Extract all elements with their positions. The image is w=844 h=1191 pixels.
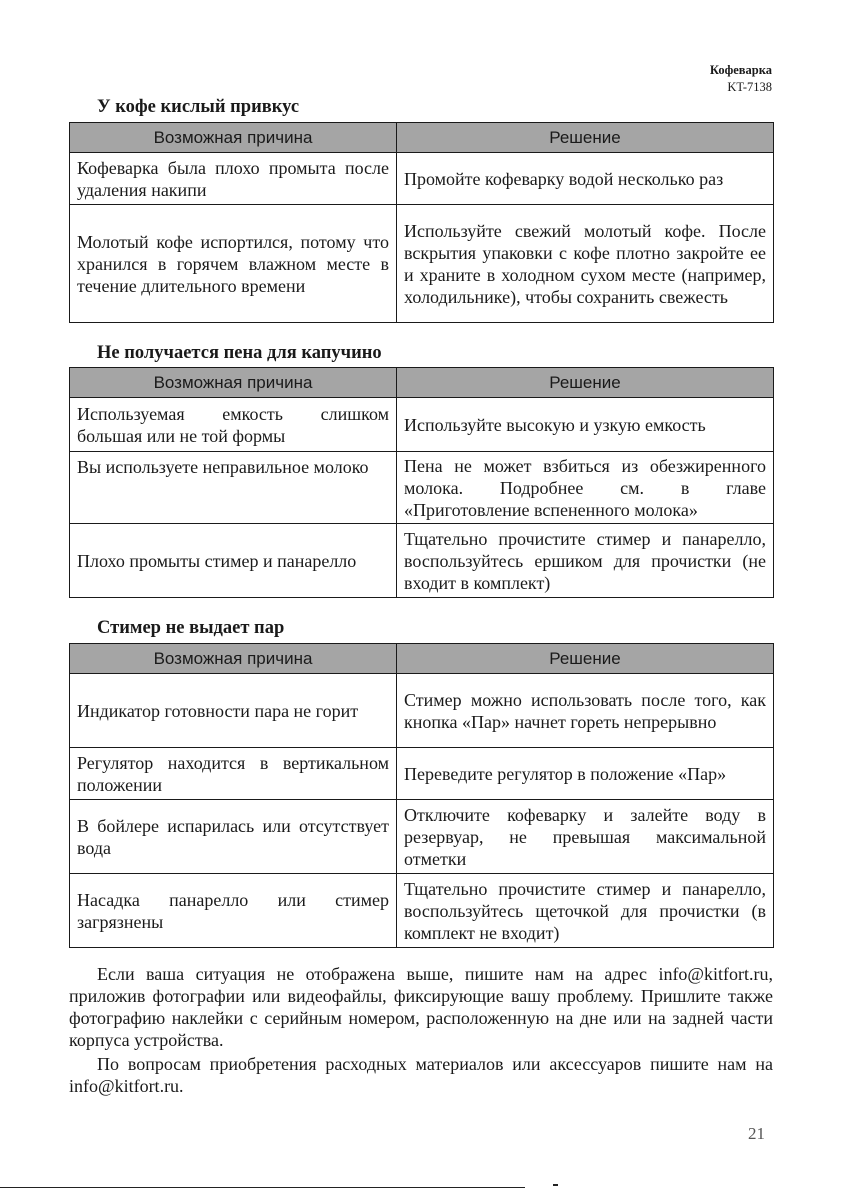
section-title-no-foam: Не получается пена для капучино bbox=[97, 343, 382, 363]
table-row bbox=[70, 748, 774, 800]
solution-cell: Используйте высокую и узкую емкость bbox=[397, 398, 774, 452]
cause-cell: В бойлере испарилась или отсутствует вода bbox=[70, 800, 397, 874]
column-header-solution: Решение bbox=[397, 644, 774, 674]
cause-cell: Молотый кофе испортился, потому что хранился в горячем влажном месте в течение длительного времени bbox=[70, 205, 397, 323]
contact-paragraph: Если ваша ситуация не отображена выше, пишите нам на адрес info@kitfort.ru, приложив фотографии или видеофайлы, фиксирующие вашу проблему. Пришлите также фотографию наклейки с серийным номером, расположенную на дне или на задней части корпуса устройства. bbox=[69, 964, 773, 1050]
solution-cell: Используйте свежий молотый кофе. После вскрытия упаковки с кофе плотно закройте ее и храните в холодном сухом месте (например, холодильнике), чтобы сохранить свежесть bbox=[397, 205, 774, 323]
solution-cell: Переведите регулятор в положение «Пар» bbox=[397, 748, 774, 800]
solution-cell: Промойте кофеварку водой несколько раз bbox=[397, 153, 774, 205]
column-header-cause: Возможная причина bbox=[70, 368, 397, 398]
table-row bbox=[70, 153, 774, 205]
product-name: Кофеварка bbox=[709, 63, 772, 77]
cause-cell: Плохо промыты стимер и панарелло bbox=[70, 524, 397, 598]
page-number: 21 bbox=[748, 1124, 765, 1143]
column-header-solution: Решение bbox=[397, 123, 774, 153]
bottom-divider bbox=[0, 1187, 525, 1188]
table-row bbox=[70, 398, 774, 452]
troubleshooting-table-sour-taste bbox=[69, 122, 774, 323]
page-header bbox=[710, 62, 772, 96]
table-header-row bbox=[70, 123, 774, 153]
table-row bbox=[70, 874, 774, 948]
table-row bbox=[70, 674, 774, 748]
table-row bbox=[70, 205, 774, 323]
table-header-row bbox=[70, 644, 774, 674]
cause-cell: Используемая емкость слишком большая или не той формы bbox=[70, 398, 397, 452]
solution-cell: Отключите кофеварку и залейте воду в резервуар, не превышая максимальной отметки bbox=[397, 800, 774, 874]
model-number: KT-7138 bbox=[727, 80, 772, 94]
accessories-paragraph: По вопросам приобретения расходных материалов или аксессуаров пишите нам на info@kitfort.ru. bbox=[69, 1054, 773, 1096]
solution-cell: Стимер можно использовать после того, как кнопка «Пар» начнет гореть непрерывно bbox=[397, 674, 774, 748]
cause-cell: Индикатор готовности пара не горит bbox=[70, 674, 397, 748]
cause-cell: Регулятор находится в вертикальном положении bbox=[70, 748, 397, 800]
column-header-cause: Возможная причина bbox=[70, 123, 397, 153]
cause-cell: Насадка панарелло или стимер загрязнены bbox=[70, 874, 397, 948]
bottom-mark bbox=[553, 1184, 558, 1186]
solution-cell: Тщательно прочистите стимер и панарелло, воспользуйтесь ершиком для прочистки (не входит в комплект) bbox=[397, 524, 774, 598]
troubleshooting-table-no-foam bbox=[69, 367, 774, 598]
table-row bbox=[70, 524, 774, 598]
section-title-no-steam: Стимер не выдает пар bbox=[97, 618, 285, 638]
table-row bbox=[70, 800, 774, 874]
column-header-cause: Возможная причина bbox=[70, 644, 397, 674]
troubleshooting-table-no-steam bbox=[69, 643, 774, 948]
cause-cell: Вы используете неправильное молоко bbox=[70, 452, 397, 524]
table-header-row bbox=[70, 368, 774, 398]
solution-cell: Пена не может взбиться из обезжиренного молока. Подробнее см. в главе «Приготовление вспененного молока» bbox=[397, 452, 774, 524]
solution-cell: Тщательно прочистите стимер и панарелло, воспользуйтесь щеточкой для прочистки (в комплект не входит) bbox=[397, 874, 774, 948]
section-title-sour-taste: У кофе кислый привкус bbox=[97, 97, 300, 117]
table-row bbox=[70, 452, 774, 524]
cause-cell: Кофеварка была плохо промыта после удаления накипи bbox=[70, 153, 397, 205]
column-header-solution: Решение bbox=[397, 368, 774, 398]
